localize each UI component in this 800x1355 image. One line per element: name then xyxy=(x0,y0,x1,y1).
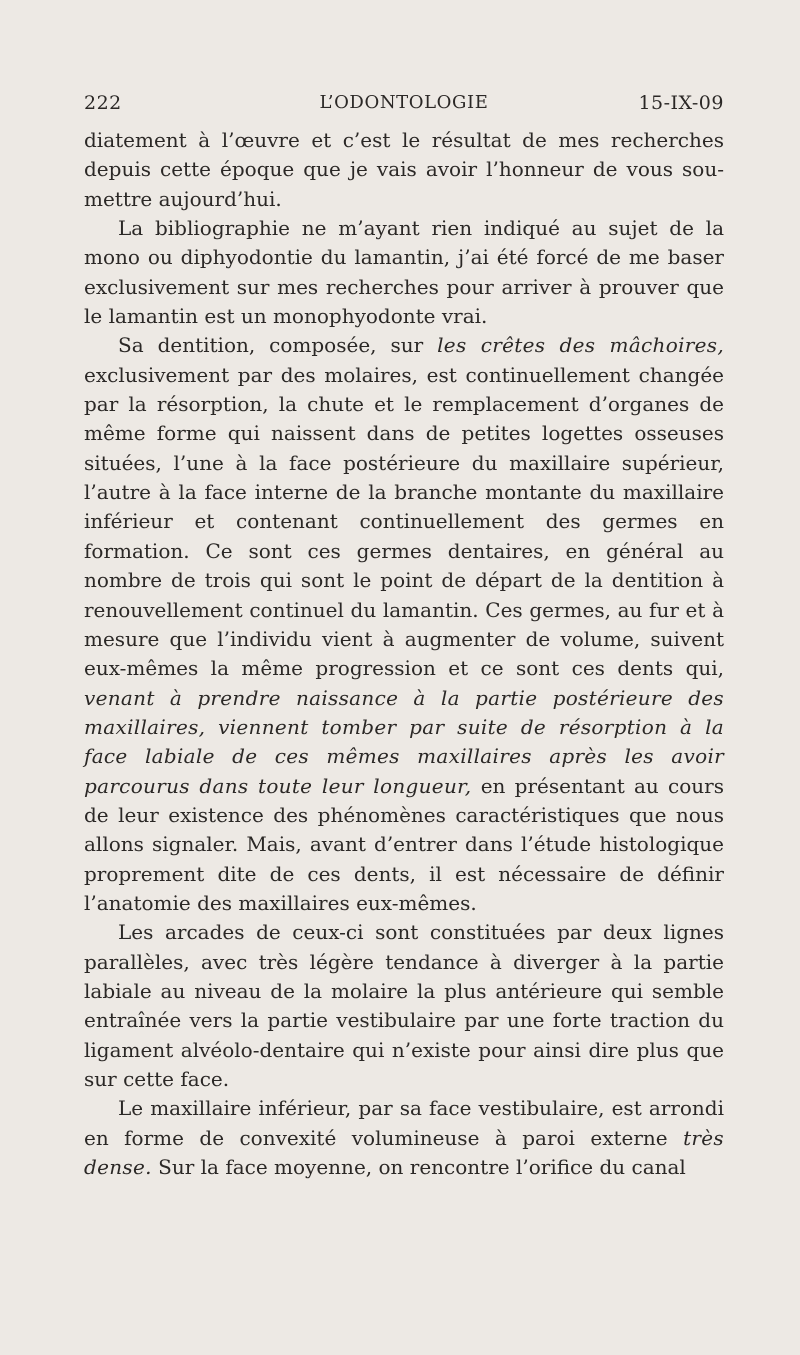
book-page xyxy=(84,92,724,1182)
text-run: Le maxillaire inférieur, par sa face vestibulaire, est arrondi en forme de convexité volumineuse à paroi externe xyxy=(84,1096,724,1150)
text-run: diatement à l’œuvre et c’est le résultat de mes recherches depuis cette époque que je vais avoir l’honneur de vous soumettre aujourd’hui. xyxy=(84,128,724,211)
paragraph xyxy=(84,331,724,918)
text-run: La bibliographie ne m’ayant rien indiqué au sujet de la mono ou diphyodontie du lamantin, j’ai été forcé de me baser exclusivement sur mes recherches pour arriver à prouver que le lamantin est un monophyodonte vrai. xyxy=(84,216,724,329)
body-text xyxy=(84,126,724,1182)
paragraph xyxy=(84,918,724,1094)
text-run: Sur la face moyenne, on rencontre l’orifice du canal xyxy=(151,1155,686,1180)
paragraph xyxy=(84,1094,724,1182)
text-run: Sa dentition, composée, sur xyxy=(118,333,438,358)
journal-title: L’ODONTOLOGIE xyxy=(319,92,489,113)
paragraph xyxy=(84,214,724,331)
text-run: Les arcades de ceux-ci sont constituées par deux lignes parallèles, avec très légère tendance à diverger à la partie labiale au niveau de la molaire la plus antérieure qui semble entraînée vers la partie vestibulaire par une forte traction du ligament alvéolo-dentaire qui n’existe pour ainsi dire plus que sur cette face. xyxy=(84,920,724,1091)
page-number: 222 xyxy=(84,92,122,114)
paragraph xyxy=(84,126,724,214)
text-run: exclusivement par des molaires, est continuellement changée par la résorption, la chute et le remplacement d’organes de même forme qui naissent dans de petites logettes osseuses situées, l’une à la face postérieure du maxillaire supérieur, l’autre à la face interne de la branche montante du maxillaire inférieur et contenant continuellement des germes en formation. Ce sont ces germes dentaires, en général au nombre de trois qui sont le point de départ de la dentition à renouvellement continuel du lamantin. Ces germes, au fur et à mesure que l’individu vient à augmenter de volume, suivent eux-mêmes la même progression et ce sont ces dents qui, xyxy=(84,362,724,681)
text-run: en présentant au cours de leur existence des phénomènes caractéristiques que nous allons signaler. Mais, avant d’entrer dans l’étude histologique proprement dite de ces dents, il est nécessaire de définir l’anatomie des maxillaires eux-mêmes. xyxy=(84,773,724,915)
running-header xyxy=(84,92,724,126)
italic-text-run: venant à prendre naissance à la partie postérieure des maxillaires, viennent tomber par suite de résorption à la face labiale de ces mêmes maxillaires après les avoir parcourus dans toute leur longueur, xyxy=(84,685,724,798)
italic-text-run: très dense. xyxy=(84,1125,724,1180)
italic-text-run: les crêtes des mâchoires, xyxy=(437,333,724,358)
issue-date: 15-IX-09 xyxy=(638,92,724,114)
